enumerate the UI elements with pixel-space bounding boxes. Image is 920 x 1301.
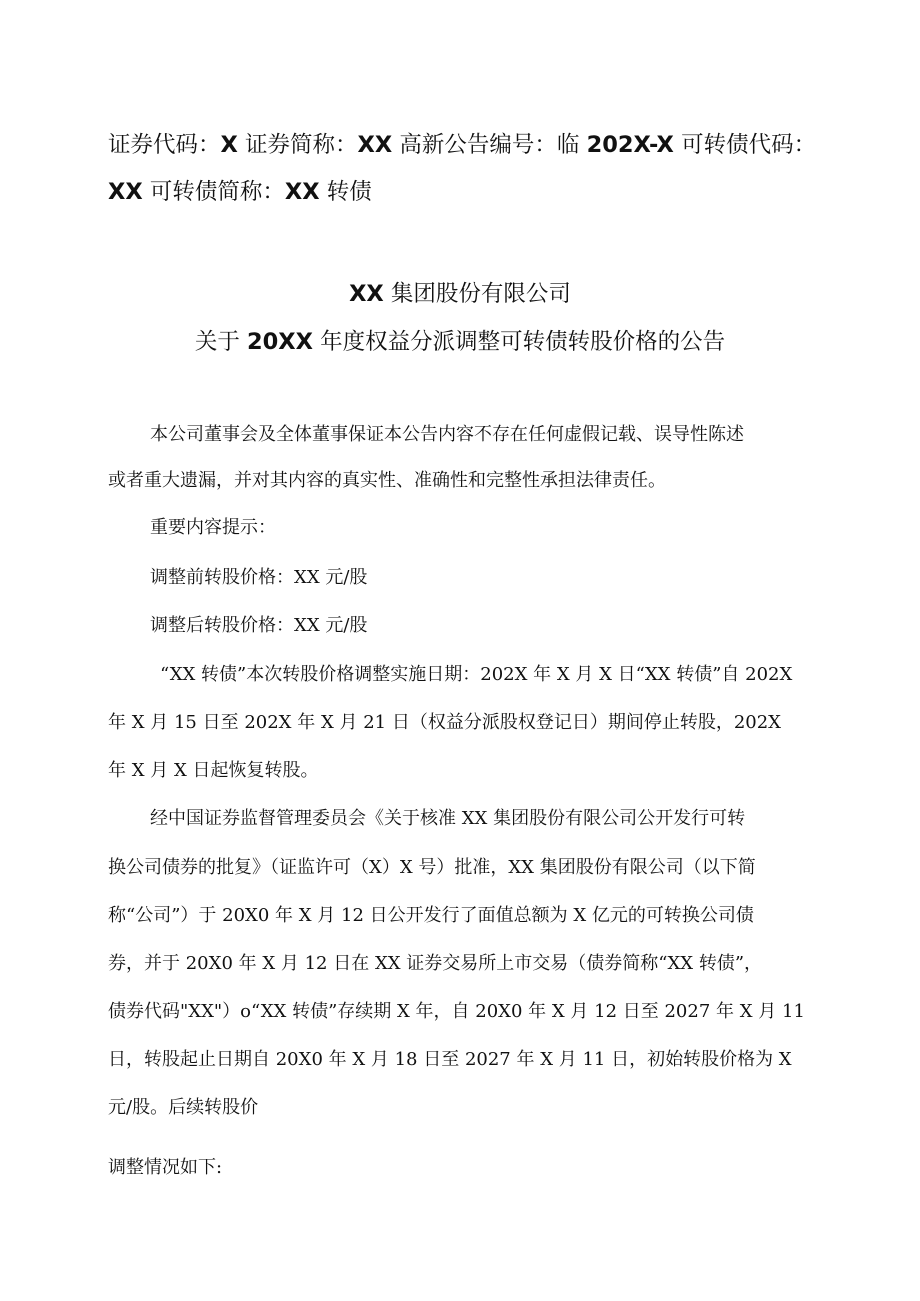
stock-code-label: 证券代码： <box>108 132 221 158</box>
approval-line-1: 经中国证券监督管理委员会《关于核准 XX 集团股份有限公司公开发行可转 <box>150 808 746 829</box>
adjustment-heading: 调整情况如下: <box>108 1157 223 1178</box>
approval-line-6: 日，转股起止日期自 20X0 年 X 月 18 日至 2027 年 X 月 11 日，初始转股价格为 X <box>108 1049 792 1070</box>
implementation-line-3: 年 X 月 X 日起恢复转股。 <box>108 760 319 781</box>
approval-line-4: 券，并于 20X0 年 X 月 12 日在 XX 证券交易所上市交易（债券简称“XX 转债”， <box>108 953 763 974</box>
price-before: 调整前转股价格：XX 元/股 <box>150 567 368 588</box>
company-code: XX <box>349 281 384 307</box>
title-prefix: 关于 <box>194 329 240 355</box>
header-line-1 <box>108 130 828 160</box>
stock-abbr-label: 证券简称： <box>245 132 358 158</box>
title-year: 20XX <box>246 329 313 355</box>
stock-abbr-value: XX <box>357 132 393 158</box>
approval-line-7: 元/股。后续转股价 <box>108 1097 259 1118</box>
approval-line-5: 债券代码"XX"）o“XX 转债”存续期 X 年，自 20X0 年 X 月 12 日至 2027 年 X 月 11 <box>108 1001 805 1022</box>
announcement-no-label: 高新公告编号：临 <box>399 132 580 158</box>
header-line-2 <box>108 177 828 207</box>
bond-abbr-value: XX <box>284 179 320 205</box>
bond-code-value: XX <box>108 179 143 205</box>
price-after: 调整后转股价格：XX 元/股 <box>150 615 368 636</box>
bond-abbr-suffix: 转债 <box>326 179 372 205</box>
bond-code-label: 可转债代码： <box>681 132 817 158</box>
approval-line-3: 称“公司”）于 20X0 年 X 月 12 日公开发行了面值总额为 X 亿元的可转换公司债 <box>108 905 754 926</box>
stock-code-value: X <box>220 132 238 158</box>
key-points-heading: 重要内容提示： <box>150 517 276 538</box>
announcement-no-value: 202X-X <box>586 132 674 158</box>
announcement-title <box>0 327 920 357</box>
statement-line-2: 或者重大遗漏，并对其内容的真实性、准确性和完整性承担法律责任。 <box>108 470 666 491</box>
approval-line-2: 换公司债券的批复》（证监许可（X）X 号）批准，XX 集团股份有限公司（以下简 <box>108 857 756 878</box>
implementation-line-1: “XX 转债”本次转股价格调整实施日期：202X 年 X 月 X 日“XX 转债”自 202X <box>160 664 793 685</box>
implementation-line-2: 年 X 月 15 日至 202X 年 X 月 21 日（权益分派股权登记日）期间停止转股，202X <box>108 712 781 733</box>
bond-abbr-label: 可转债简称： <box>149 179 285 205</box>
company-name: 集团股份有限公司 <box>390 281 571 307</box>
title-suffix: 年度权益分派调整可转债转股价格的公告 <box>320 329 726 355</box>
statement-line-1: 本公司董事会及全体董事保证本公告内容不存在任何虚假记载、误导性陈述 <box>150 424 744 445</box>
company-title <box>0 279 920 309</box>
